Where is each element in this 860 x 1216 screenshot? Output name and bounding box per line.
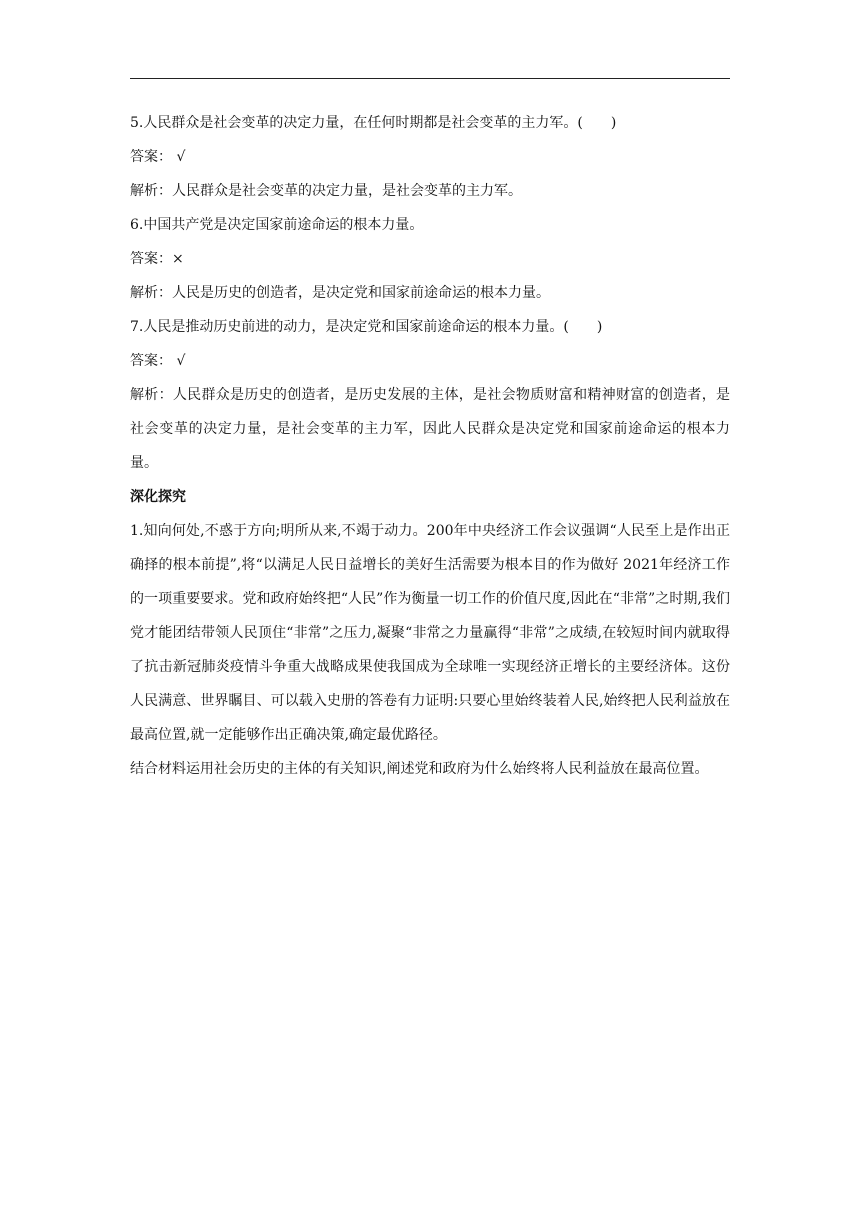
analysis-6: 解析：人民是历史的创造者，是决定党和国家前途命运的根本力量。 (130, 285, 550, 301)
answer-7: 答案： √ (130, 353, 186, 369)
question-5: 5.人民群众是社会变革的决定力量，在任何时期都是社会变革的主力军。( ) (130, 115, 617, 131)
question-7: 7.人民是推动历史前进的动力，是决定党和国家前途命运的根本力量。( ) (130, 319, 603, 335)
answer-5: 答案： √ (130, 149, 186, 165)
document-body (130, 106, 730, 786)
question-6: 6.中国共产党是决定国家前途命运的根本力量。 (130, 217, 424, 233)
question-prompt: 结合材料运用社会历史的主体的有关知识,阐述党和政府为什么始终将人民利益放在最高位置。 (130, 761, 709, 777)
section-heading: 深化探究 (130, 489, 186, 505)
header-divider (130, 78, 730, 79)
answer-6: 答案：× (130, 251, 184, 267)
analysis-7: 解析：人民群众是历史的创造者，是历史发展的主体，是社会物质财富和精神财富的创造者，是社会变革的决定力量，是社会变革的主力军，因此人民群众是决定党和国家前途命运的根本力量。 (130, 387, 730, 471)
analysis-5: 解析：人民群众是社会变革的决定力量，是社会变革的主力军。 (130, 183, 522, 199)
material-paragraph: 1.知向何处,不惑于方向;明所从来,不竭于动力。200年中央经济工作会议强调“人民至上是作出正确择的根本前提”,将“以满足人民日益增长的美好生活需要为根本目的作为做好 2021年经济工作的一项重要要求。党和政府始终把“人民”作为衡量一切工作的价值尺度,因此在“非常”之时期,我们党才能团结带领人民顶住“非常”之压力,凝聚“非常之力量赢得“非常”之成绩,在较短时间内就取得了抗击新冠肺炎疫情斗争重大战略成果使我国成为全球唯一实现经济正增长的主要经济体。这份人民满意、世界瞩目、可以载入史册的答卷有力证明:只要心里始终装着人民,始终把人民利益放在最高位置,就一定能够作出正确决策,确定最优路径。 (130, 523, 730, 743)
